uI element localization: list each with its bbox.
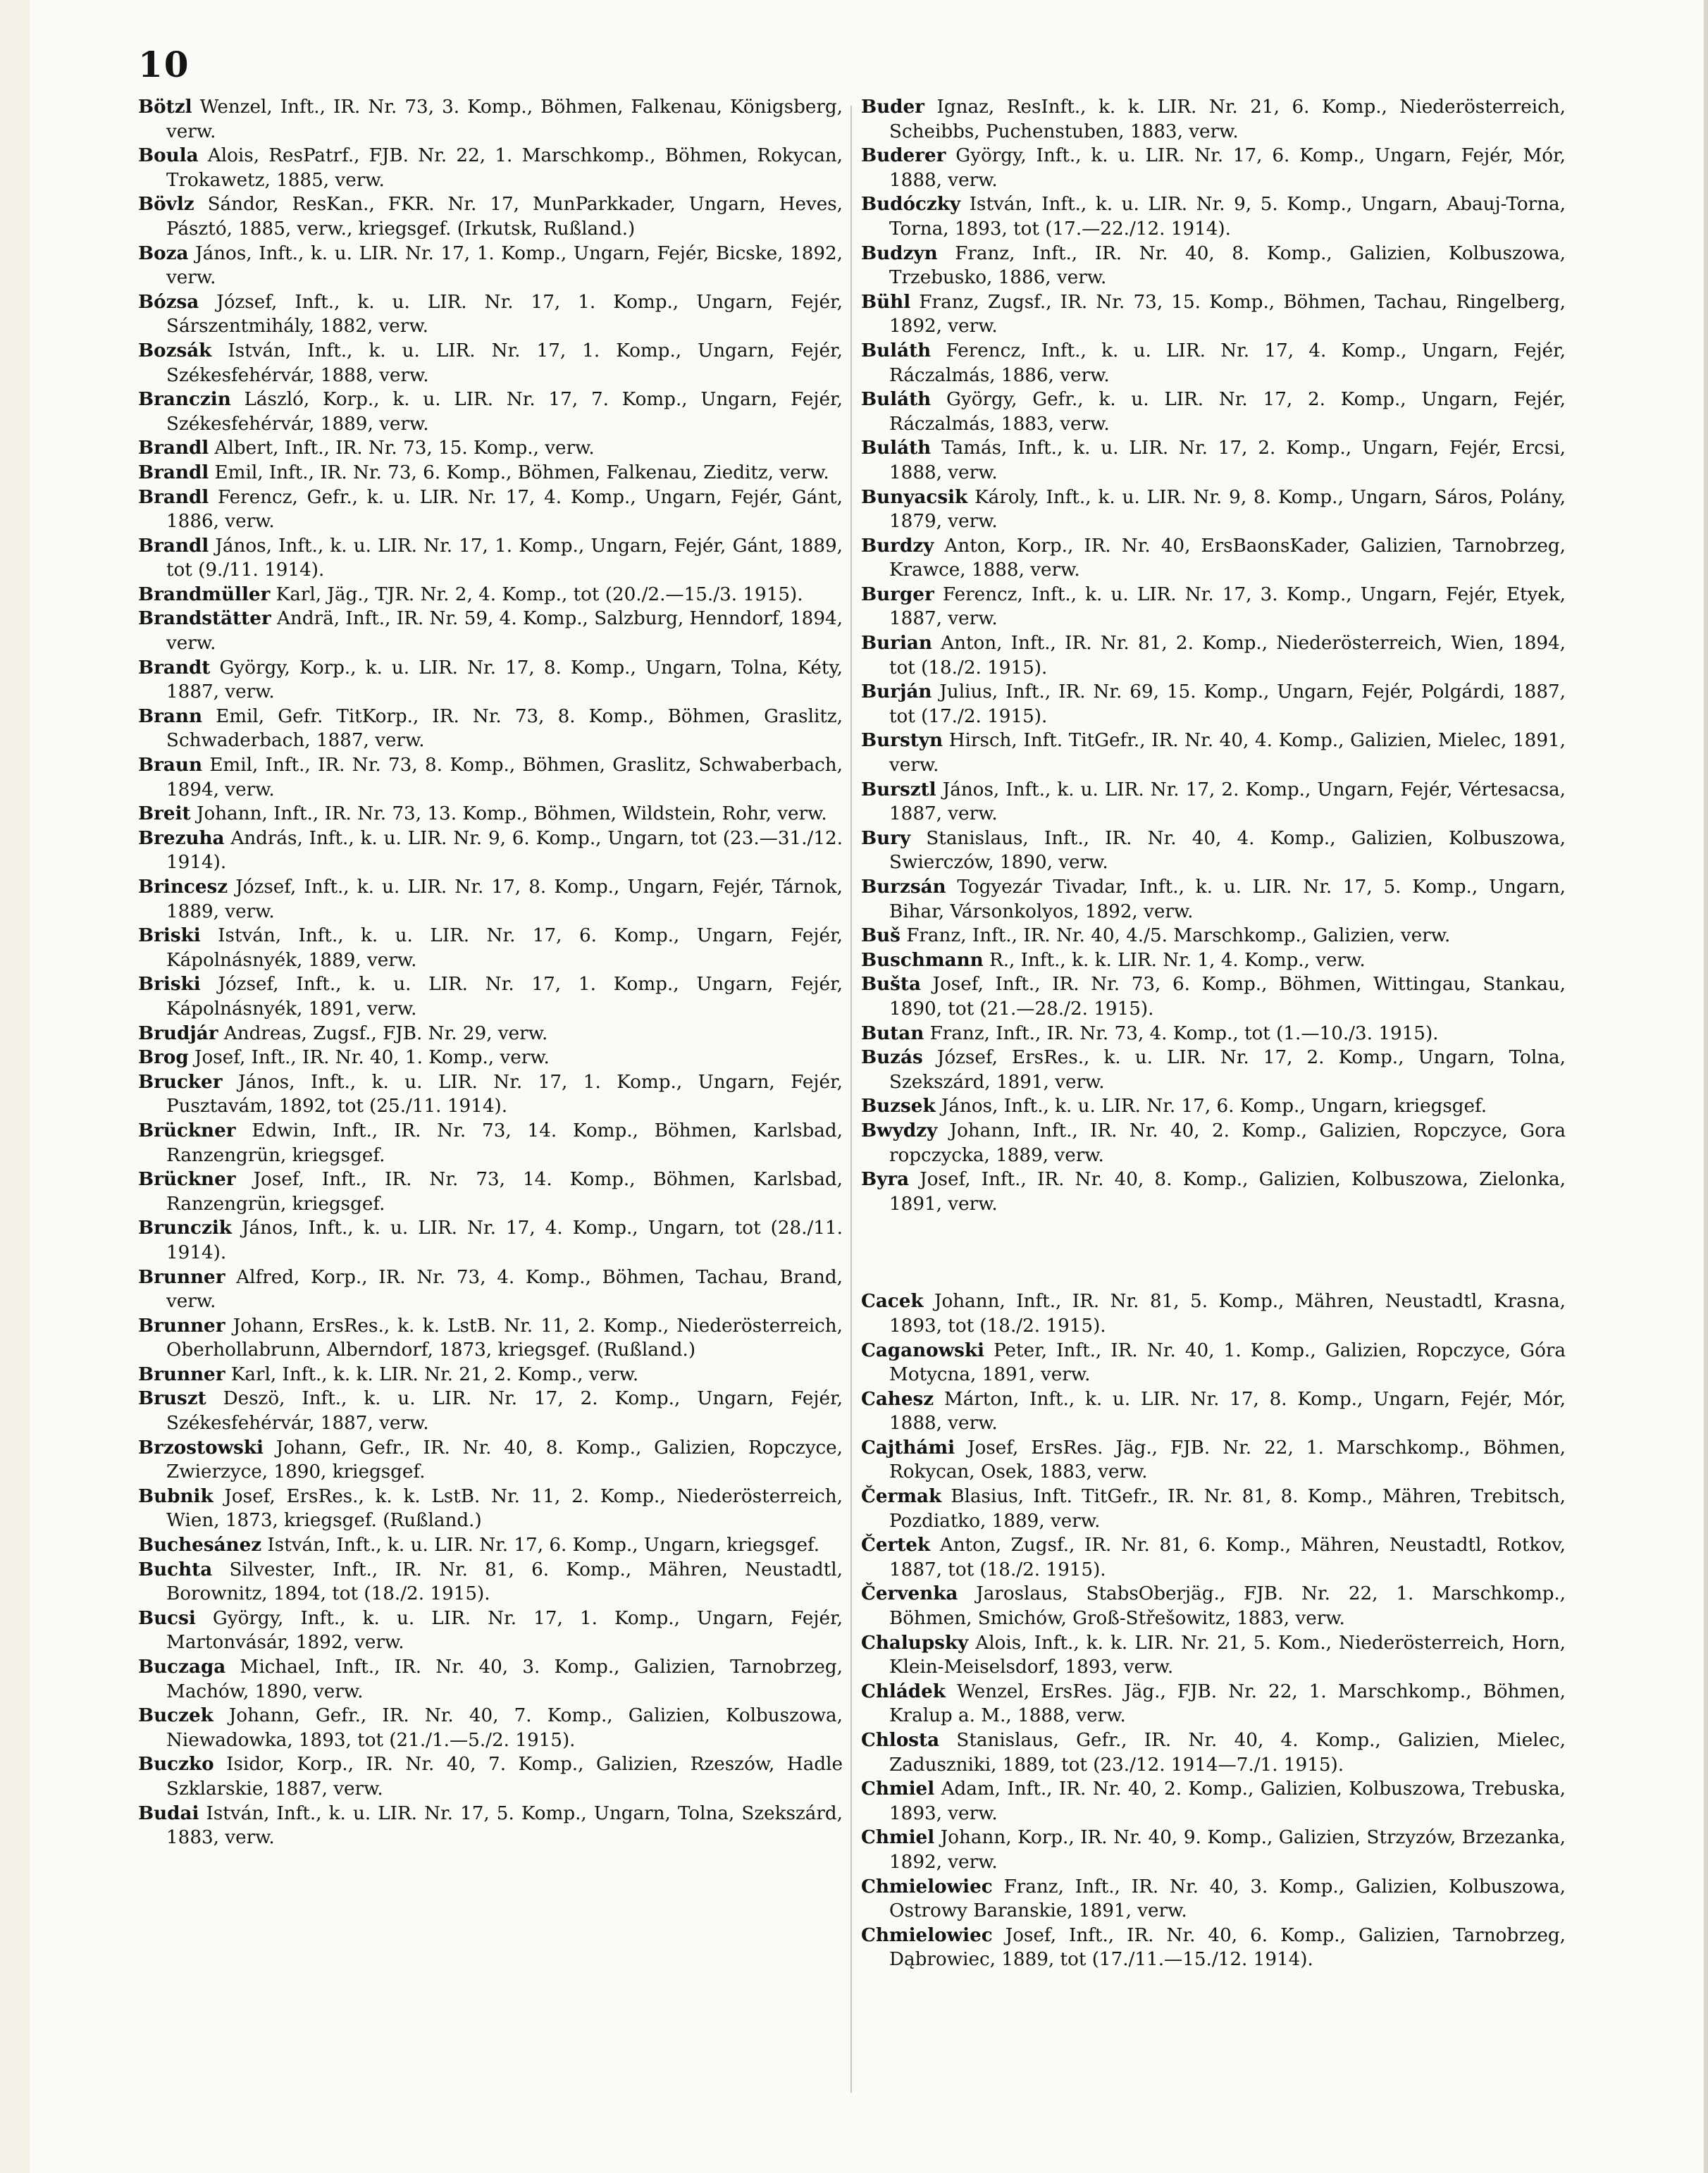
entry-surname: Brog (138, 1046, 189, 1069)
entry-details: Edwin, Inft., IR. Nr. 73, 14. Komp., Böhmen, Karlsbad, Ranzengrün, kriegsgef. (166, 1120, 843, 1166)
register-entry (138, 242, 843, 290)
entry-details: István, Inft., k. u. LIR. Nr. 9, 5. Komp., Ungarn, Abauj-Torna, Torna, 1893, tot (17.—22./12. 1914). (889, 194, 1566, 240)
register-entry (138, 388, 843, 436)
register-entry (861, 729, 1566, 777)
register-entry (861, 875, 1566, 924)
register-entry (138, 1558, 843, 1606)
register-entry (861, 948, 1566, 973)
entry-details: Ferencz, Inft., k. u. LIR. Nr. 17, 4. Komp., Ungarn, Fejér, Ráczalmás, 1886, verw. (889, 340, 1566, 386)
entry-surname: Burzsán (861, 876, 946, 898)
entry-surname: Brezuha (138, 827, 225, 849)
entry-surname: Cacek (861, 1290, 924, 1313)
entry-details: Franz, Inft., IR. Nr. 73, 4. Komp., tot (1.—10./3. 1915). (924, 1022, 1439, 1044)
entry-details: László, Korp., k. u. LIR. Nr. 17, 7. Komp., Ungarn, Fejér, Székesfehérvár, 1889, verw. (166, 389, 843, 435)
entry-surname: Boula (138, 144, 199, 167)
entry-details: Josef, Inft., IR. Nr. 73, 14. Komp., Böhmen, Karlsbad, Ranzengrün, kriegsgef. (166, 1169, 843, 1215)
register-entry (138, 339, 843, 388)
register-entry (861, 1631, 1566, 1680)
register-entry (138, 802, 843, 827)
entry-surname: Budzyn (861, 242, 938, 264)
register-entry (138, 656, 843, 705)
entry-surname: Breit (138, 803, 191, 825)
register-entry (138, 1119, 843, 1168)
register-entry (861, 95, 1566, 144)
entry-details: Josef, Inft., IR. Nr. 40, 6. Komp., Galizien, Tarnobrzeg, Dąbrowiec, 1889, tot (17./11.—15./12. 1914). (889, 1924, 1566, 1971)
entry-surname: Brunner (138, 1265, 225, 1288)
register-entry (861, 631, 1566, 680)
entry-details: Johann, Gefr., IR. Nr. 40, 7. Komp., Galizien, Kolbuszowa, Niewadowka, 1893, tot (21./1.—5./2. 1915). (166, 1705, 843, 1751)
entry-surname: Buschmann (861, 948, 984, 971)
entry-surname: Buláth (861, 437, 932, 459)
entry-details: Karl, Jäg., TJR. Nr. 2, 4. Komp., tot (20./2.—15./3. 1915). (270, 583, 803, 605)
entry-details: Franz, Inft., IR. Nr. 40, 8. Komp., Galizien, Kolbuszowa, Trzebusko, 1886, verw. (889, 242, 1566, 289)
entry-surname: Chlosta (861, 1729, 940, 1751)
register-entry (138, 753, 843, 802)
register-entry (861, 1826, 1566, 1874)
entry-details: Blasius, Inft. TitGefr., IR. Nr. 81, 8. Komp., Mähren, Trebitsch, Pozdiatko, 1889, verw. (889, 1486, 1566, 1532)
entry-details: Johann, ErsRes., k. k. LstB. Nr. 11, 2. Komp., Niederösterreich, Oberhollabrunn, Alberndorf, 1873, kriegsgef. (Rußland.) (166, 1315, 843, 1361)
entry-details: György, Inft., k. u. LIR. Nr. 17, 6. Komp., Ungarn, Fejér, Mór, 1888, verw. (889, 145, 1566, 191)
register-entry (138, 534, 843, 583)
entry-details: Emil, Gefr. TitKorp., IR. Nr. 73, 8. Komp., Böhmen, Graslitz, Schwaderbach, 1887, verw. (166, 705, 843, 752)
entry-details: István, Inft., k. u. LIR. Nr. 17, 5. Komp., Ungarn, Tolna, Szekszárd, 1883, verw. (166, 1802, 843, 1849)
register-entry (138, 972, 843, 1021)
entry-surname: Burdzy (861, 534, 934, 557)
entry-details: János, Inft., k. u. LIR. Nr. 17, 1. Komp., Ungarn, Fejér, Pusztavám, 1892, tot (25./11. 1914). (166, 1071, 843, 1118)
register-entry (861, 827, 1566, 875)
entry-details: Hirsch, Inft. TitGefr., IR. Nr. 40, 4. Komp., Galizien, Mielec, 1891, verw. (889, 730, 1566, 776)
entry-details: József, Inft., k. u. LIR. Nr. 17, 8. Komp., Ungarn, Fejér, Tárnok, 1889, verw. (166, 877, 843, 922)
entry-details: György, Inft., k. u. LIR. Nr. 17, 1. Komp., Ungarn, Fejér, Martonvásár, 1892, verw. (166, 1607, 843, 1654)
entry-surname: Buš (861, 924, 901, 947)
entry-details: Anton, Korp., IR. Nr. 40, ErsBaonsKader, Galizien, Tarnobrzeg, Krawce, 1888, verw. (889, 535, 1566, 581)
entry-surname: Buczek (138, 1704, 214, 1727)
register-entry (861, 242, 1566, 290)
entry-details: Adam, Inft., IR. Nr. 40, 2. Komp., Galizien, Kolbuszowa, Trebuska, 1893, verw. (889, 1778, 1566, 1824)
entry-details: Johann, Inft., IR. Nr. 73, 13. Komp., Böhmen, Wildstein, Rohr, verw. (190, 803, 827, 825)
entry-surname: Bozsák (138, 339, 212, 361)
entry-details: Johann, Gefr., IR. Nr. 40, 8. Komp., Galizien, Ropczyce, Zwierzyce, 1890, kriegsgef. (166, 1437, 843, 1483)
register-entry (138, 436, 843, 461)
entry-details: Josef, Inft., IR. Nr. 73, 6. Komp., Böhmen, Wittingau, Stankau, 1890, tot (21.—28./2. 1915). (889, 974, 1566, 1020)
register-entry (138, 1655, 843, 1704)
entry-details: Johann, Inft., IR. Nr. 40, 2. Komp., Galizien, Ropczyce, Gora ropczycka, 1889, verw. (889, 1120, 1566, 1166)
register-entry (861, 583, 1566, 631)
entry-surname: Buzás (861, 1046, 923, 1069)
register-entry (138, 607, 843, 655)
entry-details: Josef, ErsRes. Jäg., FJB. Nr. 22, 1. Marschkomp., Böhmen, Rokycan, Osek, 1883, verw. (889, 1437, 1566, 1483)
entry-surname: Boza (138, 242, 189, 264)
entry-surname: Burstyn (861, 729, 943, 752)
entry-details: R., Inft., k. k. LIR. Nr. 1, 4. Komp., verw. (983, 949, 1366, 971)
entry-details: Franz, Inft., IR. Nr. 40, 4./5. Marschkomp., Galizien, verw. (900, 925, 1451, 947)
entry-details: Alois, Inft., k. k. LIR. Nr. 21, 5. Kom., Niederösterreich, Horn, Klein-Meiselsdorf, 1893, verw. (889, 1632, 1566, 1678)
entry-surname: Brandstätter (138, 607, 271, 630)
entry-details: Alois, ResPatrf., FJB. Nr. 22, 1. Marschkomp., Böhmen, Rokycan, Trokawetz, 1885, verw. (166, 145, 843, 191)
entry-surname: Bursztl (861, 778, 936, 800)
entry-details: János, Inft., k. u. LIR. Nr. 17, 4. Komp., Ungarn, tot (28./11. 1914). (166, 1218, 843, 1263)
entry-surname: Brucker (138, 1070, 223, 1093)
entry-surname: Buzsek (861, 1095, 936, 1118)
entry-details: Michael, Inft., IR. Nr. 40, 3. Komp., Galizien, Tarnobrzeg, Machów, 1890, verw. (166, 1657, 843, 1702)
register-entry (861, 1485, 1566, 1533)
entry-details: Silvester, Inft., IR. Nr. 81, 6. Komp., Mähren, Neustadtl, Borownitz, 1894, tot (18./2. 1915). (166, 1559, 843, 1605)
entry-details: Stanislaus, Inft., IR. Nr. 40, 4. Komp., Galizien, Kolbuszowa, Swierczów, 1890, verw. (889, 827, 1566, 874)
page-number: 10 (138, 44, 190, 85)
register-entry (138, 485, 843, 534)
entry-details: Josef, ErsRes., k. k. LstB. Nr. 11, 2. Komp., Niederösterreich, Wien, 1873, kriegsgef. (Rußland.) (166, 1485, 843, 1532)
entry-details: György, Gefr., k. u. LIR. Nr. 17, 2. Komp., Ungarn, Fejér, Ráczalmás, 1883, verw. (889, 389, 1566, 435)
register-entry (138, 1070, 843, 1119)
right-column (861, 95, 1566, 1972)
register-entry (861, 1022, 1566, 1046)
register-entry (861, 1533, 1566, 1582)
register-entry (861, 924, 1566, 948)
register-entry (138, 290, 843, 339)
entry-surname: Brandmüller (138, 583, 271, 605)
register-entry (861, 485, 1566, 534)
entry-surname: Brzostowski (138, 1436, 264, 1459)
entry-surname: Brunner (138, 1363, 225, 1385)
entry-surname: Chmielowiec (861, 1924, 993, 1946)
entry-details: Tamás, Inft., k. u. LIR. Nr. 17, 2. Komp., Ungarn, Fejér, Ercsi, 1888, verw. (889, 438, 1566, 483)
entry-details: Anton, Inft., IR. Nr. 81, 2. Komp., Niederösterreich, Wien, 1894, tot (18./2. 1915). (889, 633, 1566, 679)
entry-surname: Bucsi (138, 1606, 196, 1629)
entry-surname: Butan (861, 1022, 924, 1044)
entry-surname: Briski (138, 973, 201, 996)
entry-details: Julius, Inft., IR. Nr. 69, 15. Komp., Ungarn, Fejér, Polgárdi, 1887, tot (17./2. 1915). (889, 681, 1566, 727)
entry-surname: Branczin (138, 388, 231, 411)
register-entry (861, 1777, 1566, 1826)
register-entry (861, 1924, 1566, 1972)
entry-surname: Brann (138, 705, 202, 727)
register-entry (138, 1436, 843, 1485)
entry-surname: Caganowski (861, 1339, 984, 1361)
register-entry (138, 1168, 843, 1216)
column-divider (850, 106, 852, 2093)
register-entry (861, 1094, 1566, 1119)
register-entry (861, 1436, 1566, 1485)
entry-surname: Buderer (861, 144, 946, 167)
entry-surname: Buláth (861, 339, 932, 361)
entry-surname: Burian (861, 632, 932, 655)
register-entry (138, 1485, 843, 1533)
register-entry (138, 1802, 843, 1850)
entry-surname: Buder (861, 96, 924, 118)
entry-surname: Braun (138, 754, 202, 776)
register-entry (138, 705, 843, 753)
entry-details: Ferencz, Inft., k. u. LIR. Nr. 17, 3. Komp., Ungarn, Fejér, Etyek, 1887, verw. (889, 583, 1566, 630)
register-entry (138, 461, 843, 485)
register-entry (138, 583, 843, 607)
entry-surname: Chládek (861, 1680, 946, 1702)
entry-details: Franz, Inft., IR. Nr. 40, 3. Komp., Galizien, Kolbuszowa, Ostrowy Baranskie, 1891, verw. (889, 1876, 1566, 1922)
register-entry (861, 1680, 1566, 1728)
register-entry (861, 1119, 1566, 1168)
register-entry (138, 1314, 843, 1363)
entry-surname: Červenka (861, 1583, 958, 1605)
entry-details: Deszö, Inft., k. u. LIR. Nr. 17, 2. Komp., Ungarn, Fejér, Székesfehérvár, 1887, verw. (166, 1388, 843, 1435)
entry-details: Johann, Inft., IR. Nr. 81, 5. Komp., Mähren, Neustadtl, Krasna, 1893, tot (18./2. 1915). (889, 1291, 1566, 1337)
register-entry (138, 924, 843, 972)
left-column (138, 95, 843, 1850)
entry-details: Márton, Inft., k. u. LIR. Nr. 17, 8. Komp., Ungarn, Fejér, Mór, 1888, verw. (889, 1388, 1566, 1435)
entry-surname: Buláth (861, 388, 932, 411)
register-entry (861, 192, 1566, 241)
entry-surname: Bušta (861, 973, 921, 996)
register-entry (138, 95, 843, 144)
entry-surname: Bunyacsik (861, 485, 968, 508)
entry-details: Wenzel, ErsRes. Jäg., FJB. Nr. 22, 1. Marschkomp., Böhmen, Kralup a. M., 1888, verw. (889, 1680, 1566, 1727)
entry-details: Josef, Inft., IR. Nr. 40, 1. Komp., verw. (188, 1047, 550, 1069)
entry-details: Togyezár Tivadar, Inft., k. u. LIR. Nr. 17, 5. Komp., Ungarn, Bihar, Vársonkolyos, 1892, verw. (889, 877, 1566, 922)
entry-surname: Chalupsky (861, 1631, 969, 1654)
register-entry (861, 1339, 1566, 1387)
entry-details: Isidor, Korp., IR. Nr. 40, 7. Komp., Galizien, Rzeszów, Hadle Szklarskie, 1887, verw. (166, 1754, 843, 1800)
entry-surname: Bötzl (138, 96, 192, 118)
entry-surname: Čertek (861, 1534, 931, 1556)
entry-details: István, Inft., k. u. LIR. Nr. 17, 1. Komp., Ungarn, Fejér, Székesfehérvár, 1888, verw. (166, 340, 843, 386)
entry-surname: Buchta (138, 1558, 213, 1580)
register-entry (861, 388, 1566, 436)
entry-details: János, Inft., k. u. LIR. Nr. 17, 6. Komp., Ungarn, kriegsgef. (935, 1096, 1487, 1118)
entry-details: Ferencz, Gefr., k. u. LIR. Nr. 17, 4. Komp., Ungarn, Fejér, Gánt, 1886, verw. (166, 486, 843, 533)
register-entry (138, 192, 843, 241)
entry-surname: Brandl (138, 485, 209, 508)
register-entry (861, 1046, 1566, 1094)
register-entry (861, 1875, 1566, 1924)
register-entry (861, 972, 1566, 1021)
entry-surname: Bubnik (138, 1485, 214, 1507)
register-entry (138, 1265, 843, 1314)
register-entry (138, 1752, 843, 1801)
entry-details: János, Inft., k. u. LIR. Nr. 17, 1. Komp., Ungarn, Fejér, Bicske, 1892, verw. (166, 242, 843, 289)
entry-surname: Cahesz (861, 1387, 934, 1410)
register-entry (861, 1387, 1566, 1436)
register-entry (861, 778, 1566, 827)
register-entry (861, 1728, 1566, 1777)
entry-details: Peter, Inft., IR. Nr. 40, 1. Komp., Galizien, Ropczyce, Góra Motycna, 1891, verw. (889, 1339, 1566, 1386)
entry-surname: Chmiel (861, 1826, 935, 1849)
register-entry (138, 144, 843, 192)
entry-surname: Briski (138, 924, 201, 947)
entry-details: Karl, Inft., k. k. LIR. Nr. 21, 2. Komp., verw. (225, 1363, 639, 1385)
entry-surname: Brunner (138, 1314, 225, 1337)
entry-details: Ignaz, ResInft., k. k. LIR. Nr. 21, 6. Komp., Niederösterreich, Scheibbs, Puchenstuben, 1883, verw. (889, 97, 1566, 142)
entry-details: József, Inft., k. u. LIR. Nr. 17, 1. Komp., Ungarn, Fejér, Sárszentmihály, 1882, verw. (166, 291, 843, 338)
entry-surname: Bövlz (138, 193, 194, 216)
entry-details: József, ErsRes., k. u. LIR. Nr. 17, 2. Komp., Ungarn, Tolna, Szekszárd, 1891, verw. (889, 1047, 1566, 1093)
entry-details: Stanislaus, Gefr., IR. Nr. 40, 4. Komp., Galizien, Mielec, Zaduszniki, 1889, tot (23./12. 1914—7./1. 1915). (889, 1730, 1566, 1776)
entry-details: Sándor, ResKan., FKR. Nr. 17, MunParkkader, Ungarn, Heves, Pásztó, 1885, verw., kriegsgef. (Irkutsk, Rußland.) (166, 194, 843, 240)
entry-surname: Brandt (138, 656, 211, 679)
entry-details: Johann, Korp., IR. Nr. 40, 9. Komp., Galizien, Strzyzów, Brzezanka, 1892, verw. (889, 1827, 1566, 1873)
entry-surname: Brückner (138, 1119, 236, 1141)
register-entry (138, 1363, 843, 1387)
register-entry (861, 534, 1566, 583)
entry-surname: Buczaga (138, 1656, 226, 1678)
entry-details: József, Inft., k. u. LIR. Nr. 17, 1. Komp., Ungarn, Fejér, Kápolnásnyék, 1891, verw. (166, 974, 843, 1020)
entry-details: Josef, Inft., IR. Nr. 40, 8. Komp., Galizien, Kolbuszowa, Zielonka, 1891, verw. (889, 1169, 1566, 1215)
entry-details: Károly, Inft., k. u. LIR. Nr. 9, 8. Komp., Ungarn, Sáros, Polány, 1879, verw. (889, 486, 1566, 533)
register-entry (138, 1387, 843, 1435)
entry-surname: Brunczik (138, 1217, 232, 1239)
entry-surname: Bruszt (138, 1387, 206, 1410)
entry-surname: Čermak (861, 1485, 942, 1508)
entry-details: Jaroslaus, StabsOberjäg., FJB. Nr. 22, 1. Marschkomp., Böhmen, Smichów, Groß-Střešowitz, 1883, verw. (889, 1583, 1566, 1630)
entry-details: Andrä, Inft., IR. Nr. 59, 4. Komp., Salzburg, Henndorf, 1894, verw. (166, 608, 843, 655)
entry-surname: Bwydzy (861, 1119, 938, 1141)
register-entry (138, 1533, 843, 1558)
register-entry (138, 827, 843, 875)
entry-surname: Brückner (138, 1168, 236, 1191)
entry-surname: Brandl (138, 461, 209, 483)
register-entry (861, 144, 1566, 192)
entry-surname: Budóczky (861, 193, 961, 216)
entry-details: János, Inft., k. u. LIR. Nr. 17, 2. Komp., Ungarn, Fejér, Vértesacsa, 1887, verw. (889, 779, 1566, 825)
register-entry (138, 1216, 843, 1265)
entry-details: András, Inft., k. u. LIR. Nr. 9, 6. Komp., Ungarn, tot (23.—31./12. 1914). (166, 827, 843, 874)
entry-surname: Buchesánez (138, 1534, 262, 1556)
entry-details: Emil, Inft., IR. Nr. 73, 8. Komp., Böhmen, Graslitz, Schwaberbach, 1894, verw. (166, 755, 843, 800)
register-entry (861, 290, 1566, 339)
entry-surname: Byra (861, 1168, 910, 1191)
entry-surname: Bózsa (138, 290, 199, 313)
register-entry (138, 1704, 843, 1752)
entry-details: György, Korp., k. u. LIR. Nr. 17, 8. Komp., Ungarn, Tolna, Kéty, 1887, verw. (166, 657, 843, 703)
entry-surname: Bury (861, 827, 911, 849)
register-entry (861, 680, 1566, 729)
entry-surname: Bühl (861, 290, 911, 313)
entry-details: István, Inft., k. u. LIR. Nr. 17, 6. Komp., Ungarn, kriegsgef. (261, 1535, 820, 1556)
register-entry (861, 339, 1566, 388)
register-entry (861, 1168, 1566, 1216)
entry-surname: Brandl (138, 534, 209, 557)
register-entry (138, 1022, 843, 1046)
section-gap (861, 1216, 1566, 1289)
entry-details: István, Inft., k. u. LIR. Nr. 17, 6. Komp., Ungarn, Fejér, Kápolnásnyék, 1889, verw. (166, 925, 843, 971)
entry-surname: Cajthámi (861, 1436, 955, 1459)
entry-details: Emil, Inft., IR. Nr. 73, 6. Komp., Böhmen, Falkenau, Zieditz, verw. (209, 462, 829, 483)
entry-surname: Burján (861, 681, 932, 703)
entry-surname: Budai (138, 1802, 199, 1824)
entry-surname: Brudjár (138, 1022, 218, 1044)
entry-surname: Burger (861, 583, 934, 605)
entry-details: Andreas, Zugsf., FJB. Nr. 29, verw. (218, 1022, 548, 1044)
entry-details: Albert, Inft., IR. Nr. 73, 15. Komp., verw. (209, 438, 595, 459)
entry-details: Wenzel, Inft., IR. Nr. 73, 3. Komp., Böhmen, Falkenau, Königsberg, verw. (166, 97, 843, 142)
register-entry (138, 875, 843, 924)
entry-details: János, Inft., k. u. LIR. Nr. 17, 1. Komp., Ungarn, Fejér, Gánt, 1889, tot (9./11. 1914). (166, 535, 843, 581)
register-entry (861, 1289, 1566, 1338)
register-entry (138, 1046, 843, 1070)
entry-details: Anton, Zugsf., IR. Nr. 81, 6. Komp., Mähren, Neustadtl, Rotkov, 1887, tot (18./2. 1915). (889, 1535, 1566, 1580)
entry-surname: Brincesz (138, 876, 228, 898)
entry-surname: Buczko (138, 1753, 214, 1776)
entry-surname: Chmiel (861, 1778, 935, 1800)
entry-details: Alfred, Korp., IR. Nr. 73, 4. Komp., Böhmen, Tachau, Brand, verw. (166, 1266, 843, 1313)
register-entry (138, 1606, 843, 1655)
register-entry (861, 436, 1566, 485)
register-entry (861, 1582, 1566, 1630)
entry-details: Franz, Zugsf., IR. Nr. 73, 15. Komp., Böhmen, Tachau, Ringelberg, 1892, verw. (889, 291, 1566, 338)
entry-surname: Brandl (138, 437, 209, 459)
entry-surname: Chmielowiec (861, 1875, 993, 1897)
